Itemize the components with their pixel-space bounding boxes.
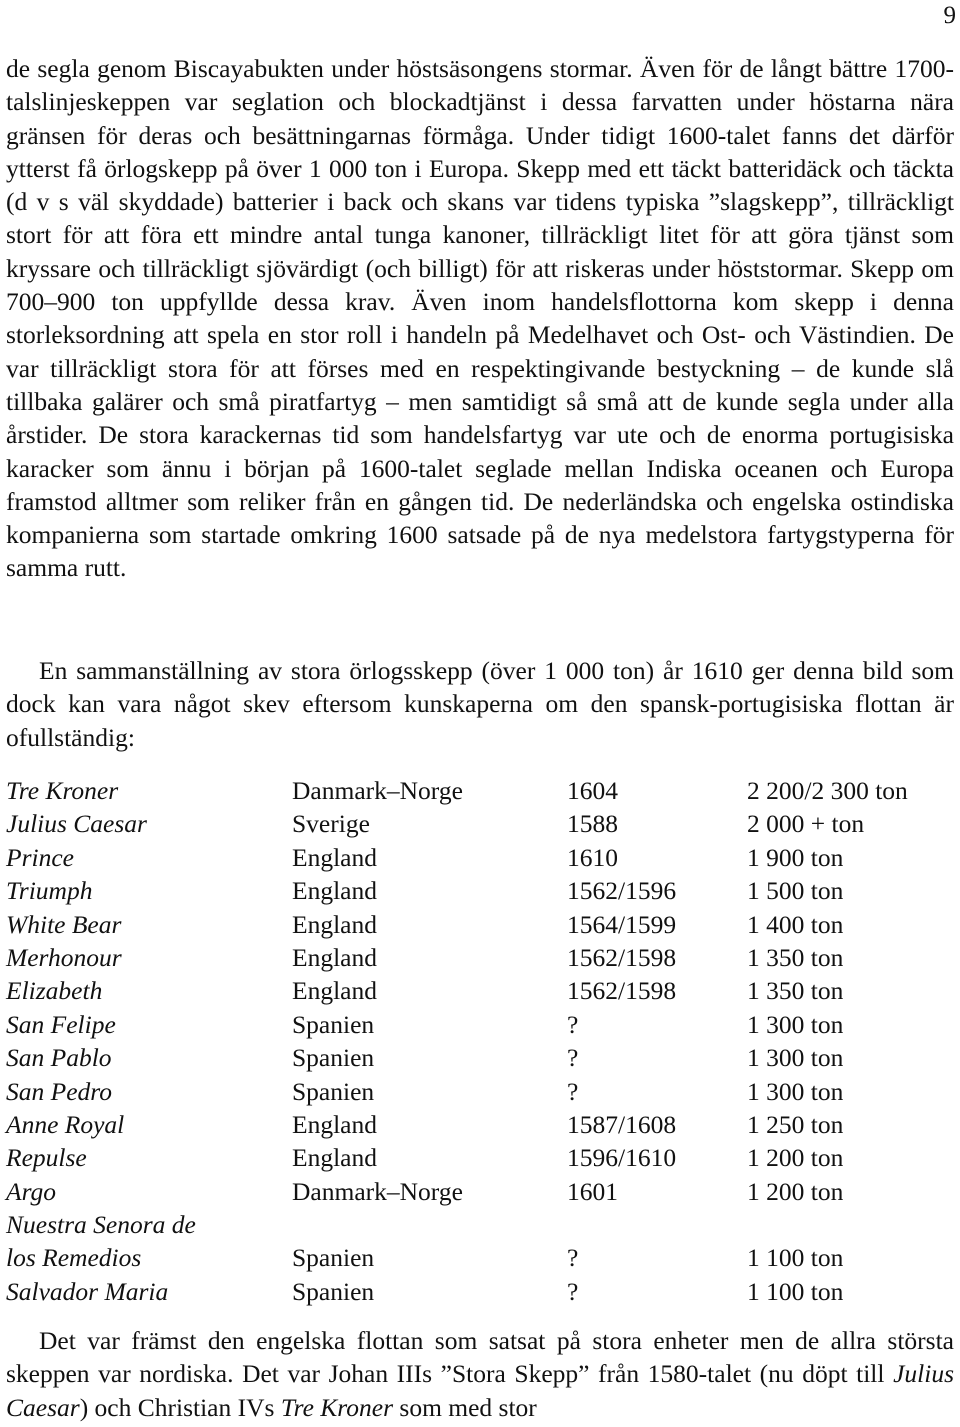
ship-country: England xyxy=(292,909,377,939)
ship-tonnage: 2 200/2 300 ton xyxy=(747,776,908,805)
body-paragraph-1: de segla genom Biscayabukten under höstsäsongens stormar. Även för de långt bättre 1700-talslinjeskeppen var seglation och blockadtjänst i dessa farvatten under höstarna nära gränsen för deras och besättningarnas förmåga. Under tidigt 1600-talet fanns det därför ytterst få örlogskepp på över 1 000 ton i Europa. Skepp med ett täckt batteridäck och täckta (d v s väl skyddade) batterier i back och skans var tidens typiska ”slagskepp”, tillräckligt stort för att föra ett mindre antal tunga kanoner, tillräckligt litet för att göra tjänst som kryssare och tillräckligt sjövärdigt (och billigt) för att riskeras under höststormar. Skepp om 700–900 ton uppfyllde dessa krav. Även inom handelsflottorna kom skepp i denna storleksordning att spela en stor roll i handeln på Medelhavet och Ost- och Västindien. De var tillräckligt stora för att förses med en respektingivande bestyckning – de kunde slå tillbaka galärer och små piratfartyg – men samtidigt så små att de kunde segla under alla årstider. De stora karackernas tid som handelsfartyg var ute och de enorma portugisiska karacker som ännu i början på 1600-talet seglade mellan Indiska oceanen och Europa framstod alltmer som reliker från en gången tid. De nederländska och engelska ostindiska kompanierna som startade omkring 1600 satsade på de nya medelstora fartygstyperna för samma rutt. xyxy=(6,54,954,583)
ship-country: England xyxy=(292,1109,377,1139)
ship-tonnage: 1 200 ton xyxy=(747,1176,844,1206)
table-row xyxy=(6,1108,954,1141)
table-row xyxy=(6,807,954,840)
ship-name: Elizabeth xyxy=(6,976,103,1006)
ship-tonnage: 1 350 ton xyxy=(747,942,844,972)
paragraph-3-text: som med stor xyxy=(393,1392,537,1422)
ship-name: Salvador Maria xyxy=(6,1276,169,1306)
ship-tonnage: 1 250 ton xyxy=(747,1109,844,1139)
ship-tonnage: 1 400 ton xyxy=(747,909,844,939)
ship-country: Danmark–Norge xyxy=(292,1176,463,1206)
ship-name: San Pablo xyxy=(6,1043,112,1073)
ship-tonnage: 1 900 ton xyxy=(747,842,844,872)
ship-country: Spanien xyxy=(292,1243,375,1273)
ship-name-ref: Julius Caesar xyxy=(6,1359,954,1422)
ship-tonnage: 1 100 ton xyxy=(747,1243,844,1273)
ship-name: Prince xyxy=(6,842,74,872)
table-row xyxy=(6,1175,954,1208)
ship-year: 1562/1598 xyxy=(567,976,677,1006)
ship-name: Nuestra Senora de xyxy=(6,1210,196,1240)
ship-year: 1601 xyxy=(567,1176,618,1206)
ship-name-ref: Tre Kroner xyxy=(280,1392,394,1422)
ship-country: England xyxy=(292,876,377,906)
ship-country: England xyxy=(292,842,377,872)
ship-country: Sverige xyxy=(292,809,370,839)
paragraph-3-text: Det var främst den engelska flottan som satsat på stora enheter men de allra största skeppen var nordiska. Det var Johan IIIs ”Stora Skepp” från 1580-talet (nu döpt till xyxy=(6,1326,954,1389)
ship-year: 1562/1598 xyxy=(567,942,677,972)
table-row xyxy=(6,908,954,941)
table-row xyxy=(6,941,954,974)
table-row xyxy=(6,1041,954,1074)
ship-name: White Bear xyxy=(6,909,122,939)
ship-year: 1588 xyxy=(567,809,618,839)
ship-year: ? xyxy=(567,1009,579,1039)
ship-table xyxy=(6,774,954,1308)
ship-year: 1562/1596 xyxy=(567,876,677,906)
ship-year: ? xyxy=(567,1276,579,1306)
table-row xyxy=(6,874,954,907)
paragraph-3-text: ) och Christian IVs xyxy=(79,1392,281,1422)
ship-name: los Remedios xyxy=(6,1243,142,1273)
ship-tonnage: 1 500 ton xyxy=(747,876,844,906)
ship-year: 1564/1599 xyxy=(567,909,677,939)
ship-country: England xyxy=(292,1143,377,1173)
ship-year: 1610 xyxy=(567,842,618,872)
table-row xyxy=(6,1208,954,1241)
ship-country: Spanien xyxy=(292,1009,375,1039)
table-row xyxy=(6,1008,954,1041)
ship-name: Julius Caesar xyxy=(6,809,147,839)
ship-country: Spanien xyxy=(292,1276,375,1306)
ship-name: Triumph xyxy=(6,876,93,906)
ship-country: Danmark–Norge xyxy=(292,776,463,805)
ship-tonnage: 1 350 ton xyxy=(747,976,844,1006)
ship-name: Anne Royal xyxy=(6,1109,125,1139)
ship-name: San Felipe xyxy=(6,1009,116,1039)
ship-tonnage: 2 000 + ton xyxy=(747,809,865,839)
table-row xyxy=(6,1075,954,1108)
page-number: 9 xyxy=(943,2,956,29)
ship-name: Merhonour xyxy=(6,942,122,972)
table-row xyxy=(6,1141,954,1174)
ship-tonnage: 1 100 ton xyxy=(747,1276,844,1306)
ship-name: Tre Kroner xyxy=(6,776,119,805)
ship-name: Repulse xyxy=(6,1143,87,1173)
body-paragraph-2: En sammanställning av stora örlogsskepp (över 1 000 ton) år 1610 ger denna bild som dock kan vara något skev eftersom kunskaperna om den spansk-portugisiska flottan är ofullständig: xyxy=(6,656,954,752)
table-row xyxy=(6,774,954,807)
table-row xyxy=(6,974,954,1007)
ship-year: 1596/1610 xyxy=(567,1143,677,1173)
ship-year: ? xyxy=(567,1043,579,1073)
ship-tonnage: 1 200 ton xyxy=(747,1143,844,1173)
ship-year: ? xyxy=(567,1076,579,1106)
table-row xyxy=(6,1275,954,1308)
ship-year: ? xyxy=(567,1243,579,1273)
table-row xyxy=(6,841,954,874)
ship-tonnage: 1 300 ton xyxy=(747,1043,844,1073)
table-row xyxy=(6,1241,954,1274)
ship-country: England xyxy=(292,976,377,1006)
ship-year: 1587/1608 xyxy=(567,1109,677,1139)
ship-country: England xyxy=(292,942,377,972)
ship-tonnage: 1 300 ton xyxy=(747,1076,844,1106)
ship-name: Argo xyxy=(6,1176,57,1206)
body-paragraph-3 xyxy=(6,1324,954,1424)
ship-tonnage: 1 300 ton xyxy=(747,1009,844,1039)
ship-year: 1604 xyxy=(567,776,618,805)
ship-name: San Pedro xyxy=(6,1076,112,1106)
ship-country: Spanien xyxy=(292,1076,375,1106)
ship-country: Spanien xyxy=(292,1043,375,1073)
